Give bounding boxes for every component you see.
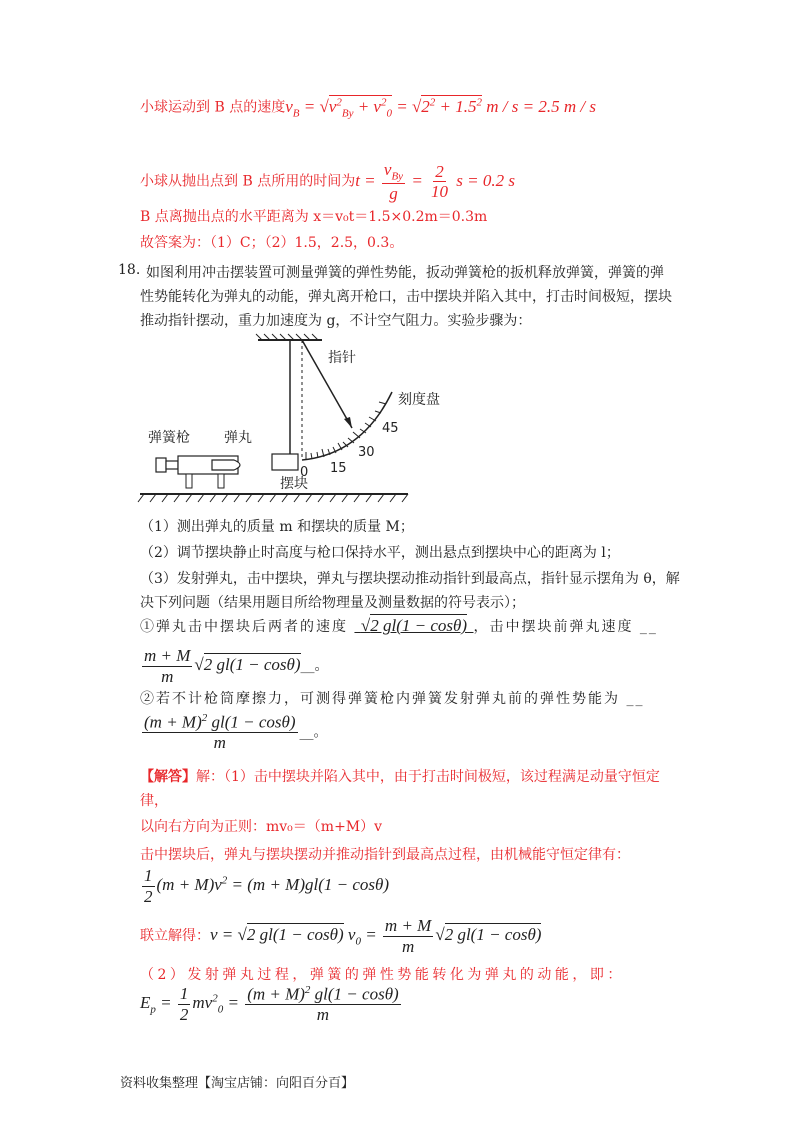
tick-label-15: 15	[330, 461, 347, 476]
answer-joint-label: 联立解得：	[140, 927, 210, 944]
answer-part1-line2: 律，	[140, 793, 168, 809]
question-1-middle: ，击中摆块前弹丸速度	[473, 619, 634, 635]
gun-spring-end	[166, 461, 178, 469]
question-1-prefix: ①弹丸击中摆块后两者的速度	[140, 619, 348, 635]
solution-vb-text: 小球运动到 B 点的速度	[140, 99, 286, 116]
solution-time-line	[140, 160, 515, 204]
label-block: 摆块	[280, 476, 308, 492]
answer-energy-equation: $\frac{1}{2}$ $(m + M)v^2 = (m + M)gl(1 - \cos\theta)$	[144, 866, 390, 906]
answer-part2: （2）发射弹丸过程，弹簧的弹性势能转化为弹丸的动能，即：	[140, 967, 625, 983]
pellet	[212, 460, 240, 470]
question-1-answer2: $\frac{m + M}{m}$ √2 gl(1 − cosθ)__。	[144, 646, 329, 686]
pointer-arrowhead	[344, 417, 352, 428]
tick-label-0: 0	[300, 465, 309, 480]
ground-hatch	[138, 494, 408, 502]
gun-handle	[156, 458, 166, 472]
tick-label-45: 45	[382, 421, 399, 436]
question-2-answer: $\frac{(m + M)^2 gl(1 - \cos\theta)}{m}$ __。	[144, 712, 328, 753]
label-dial: 刻度盘	[398, 392, 440, 408]
answer-after-impact: 击中摆块后，弹丸与摆块摆动并推动指针到最高点过程，由机械能守恒定律有：	[140, 847, 630, 863]
step-3b: 决下列问题（结果用题目所给物理量及测量数据的符号表示）；	[140, 595, 525, 611]
step-1: （1）测出弹丸的质量 m 和摆块的质量 M；	[140, 519, 414, 535]
question-1-answer: √2 gl(1 − cosθ)	[360, 616, 468, 635]
dial-arc	[302, 392, 392, 460]
solution-time-text: 小球从抛出点到 B 点所用的时间为	[140, 173, 356, 190]
ballistic-pendulum-figure	[130, 332, 440, 512]
gun-leg-left	[186, 474, 192, 488]
label-gun: 弹簧枪	[148, 430, 190, 446]
answer-tag: 【解答】	[140, 769, 196, 785]
label-pointer: 指针	[328, 350, 356, 366]
answer-part1-text: 解：（1）击中摆块并陷入其中，由于打击时间极短，该过程满足动量守恒定	[196, 769, 660, 785]
problem-number: 18.	[118, 262, 141, 278]
step-3a: （3）发射弹丸，击中摆块，弹丸与摆块摆动推动指针到最高点，指针显示摆角为 θ，解	[140, 571, 680, 587]
gun-leg-right	[218, 474, 224, 488]
solution-conclusion-line: 故答案为：（1）C；（2）1.5，2.5，0.3。	[140, 235, 404, 251]
problem-stem-line1: 如图利用冲击摆装置可测量弹簧的弹性势能，扳动弹簧枪的扳机释放弹簧，弹簧的弹	[146, 265, 664, 281]
tick-label-30: 30	[358, 445, 375, 460]
solution-vb-line	[140, 96, 596, 119]
solution-time-formula: t = $\frac{v_{By}}{g}$ = $\frac{2}{10}$ s = 0.2 s	[355, 160, 515, 204]
pendulum-block	[272, 454, 298, 470]
page-footer: 资料收集整理【淘宝店铺：向阳百分百】	[120, 1076, 355, 1091]
question-2-prefix: ②若不计枪筒摩擦力，可测得弹簧枪内弹簧发射弹丸前的弹性势能为	[140, 691, 620, 707]
answer-ep-equation: $E_p$ = $\frac{1}{2}$ $mv^2_0$ = $\frac{(m + M)^2 gl(1 - \cos\theta)}{m}$	[140, 984, 399, 1025]
solution-distance-line: B 点离抛出点的水平距离为 x＝v₀t＝1.5×0.2m＝0.3m	[140, 209, 488, 225]
solution-vb-formula: $v_B = √v^2_{By} + v^2_0 = √2^2 + 1.5^2$ m / s = 2.5 m / s	[285, 96, 596, 120]
problem-stem-line3: 推动指针摆动，重力加速度为 g，不计空气阻力。实验步骤为：	[140, 313, 532, 329]
answer-direction: 以向右方向为正则：mv₀＝（m+M）v	[140, 819, 383, 835]
question-1-line: ①弹丸击中摆块后两者的速度 √2 gl(1 − cosθ) ，击中摆块前弹丸速度 __	[140, 616, 658, 635]
step-2: （2）调节摆块静止时高度与枪口保持水平，测出悬点到摆块中心的距离为 l；	[140, 545, 620, 561]
problem-stem-line2: 性势能转化为弹丸的动能，弹丸离开枪口，击中摆块并陷入其中，打击时间极短，摆块	[140, 289, 672, 305]
label-pellet: 弹丸	[224, 430, 252, 446]
question-2-line: ②若不计枪筒摩擦力，可测得弹簧枪内弹簧发射弹丸前的弹性势能为 __	[140, 691, 645, 707]
answer-part1-line1	[140, 766, 660, 786]
answer-joint-line: 联立解得：v = √2 gl(1 − cosθ) $v_0$ = $\frac{m + M}{m}$ √2 gl(1 − cosθ)	[140, 916, 542, 956]
